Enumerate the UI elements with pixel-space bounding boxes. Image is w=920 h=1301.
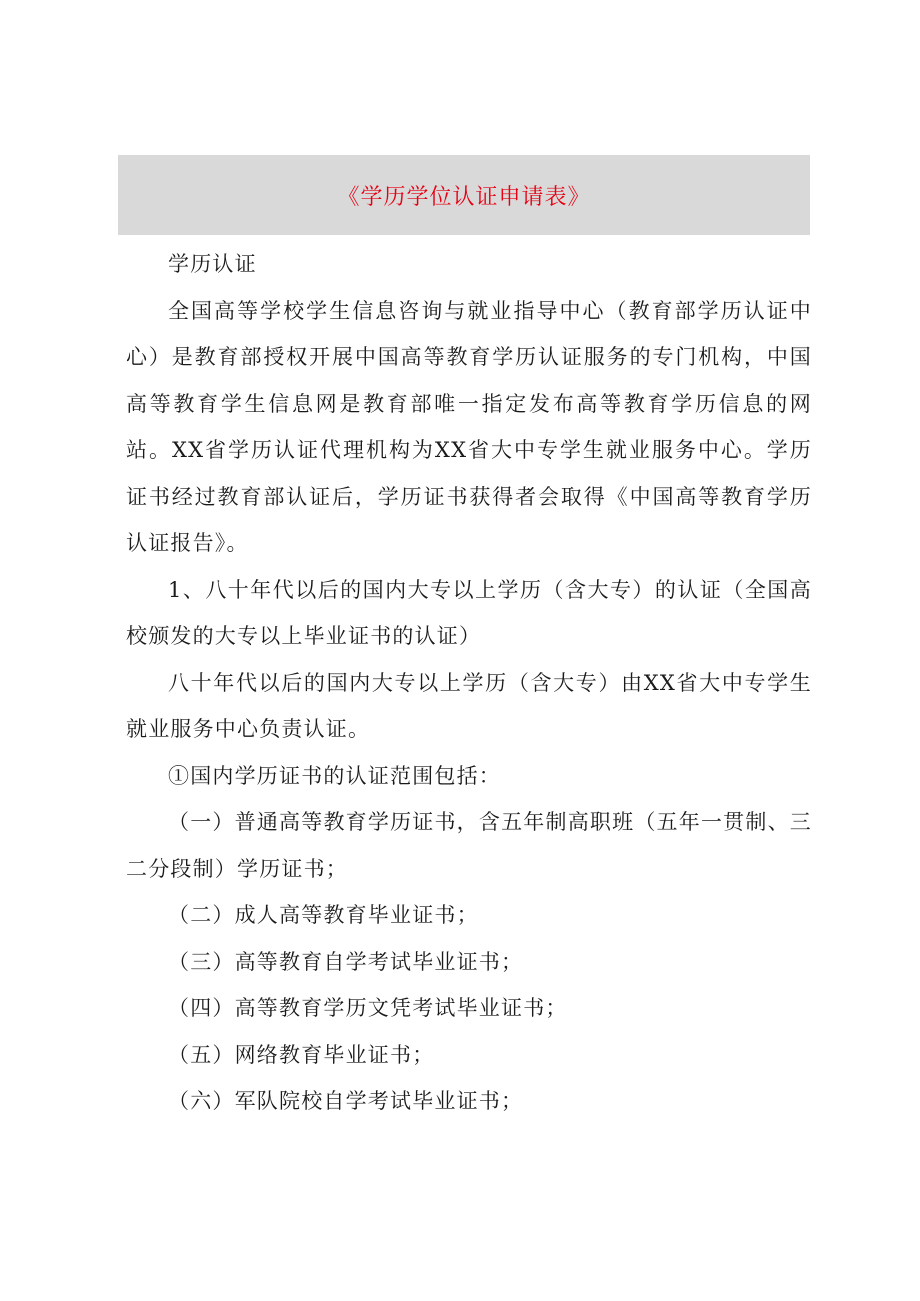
- list-item-3: （三）高等教育自学考试毕业证书；: [168, 949, 524, 974]
- list-item-2: （二）成人高等教育毕业证书；: [168, 903, 479, 927]
- document-title: 《学历学位认证申请表》: [337, 184, 591, 210]
- section-heading: 学历认证: [168, 252, 257, 276]
- list-item-1: （一）普通高等教育学历证书，含五年制高职班（五年一贯制、三二分段制）学历证书；: [126, 810, 812, 881]
- list-item-6: （六）军队院校自学考试毕业证书；: [168, 1089, 524, 1113]
- list-item-4: （四）高等教育学历文凭考试毕业证书；: [168, 996, 568, 1020]
- paragraph-intro: 全国高等学校学生信息咨询与就业指导中心（教育部学历认证中心）是教育部授权开展中国高等教育学历认证服务的专门机构，中国高等教育学生信息网是教育部唯一指定发布高等教育学历信息的网站。XX省学历认证代理机构为XX省大中专学生就业服务中心。学历证书经过教育部认证后，学历证书获得者会取得《中国高等教育学历认证报告》。: [126, 298, 812, 555]
- document-body: [126, 241, 812, 1125]
- paragraph-item-1: 1、八十年代以后的国内大专以上学历（含大专）的认证（全国高校颁发的大专以上毕业证书的认证）: [126, 577, 812, 648]
- list-item-5: （五）网络教育毕业证书；: [168, 1042, 435, 1067]
- paragraph-scope: ①国内学历证书的认证范围包括：: [168, 763, 501, 788]
- title-band: [118, 155, 810, 235]
- paragraph-item-1-detail: 八十年代以后的国内大专以上学历（含大专）由XX省大中专学生就业服务中心负责认证。: [126, 670, 812, 741]
